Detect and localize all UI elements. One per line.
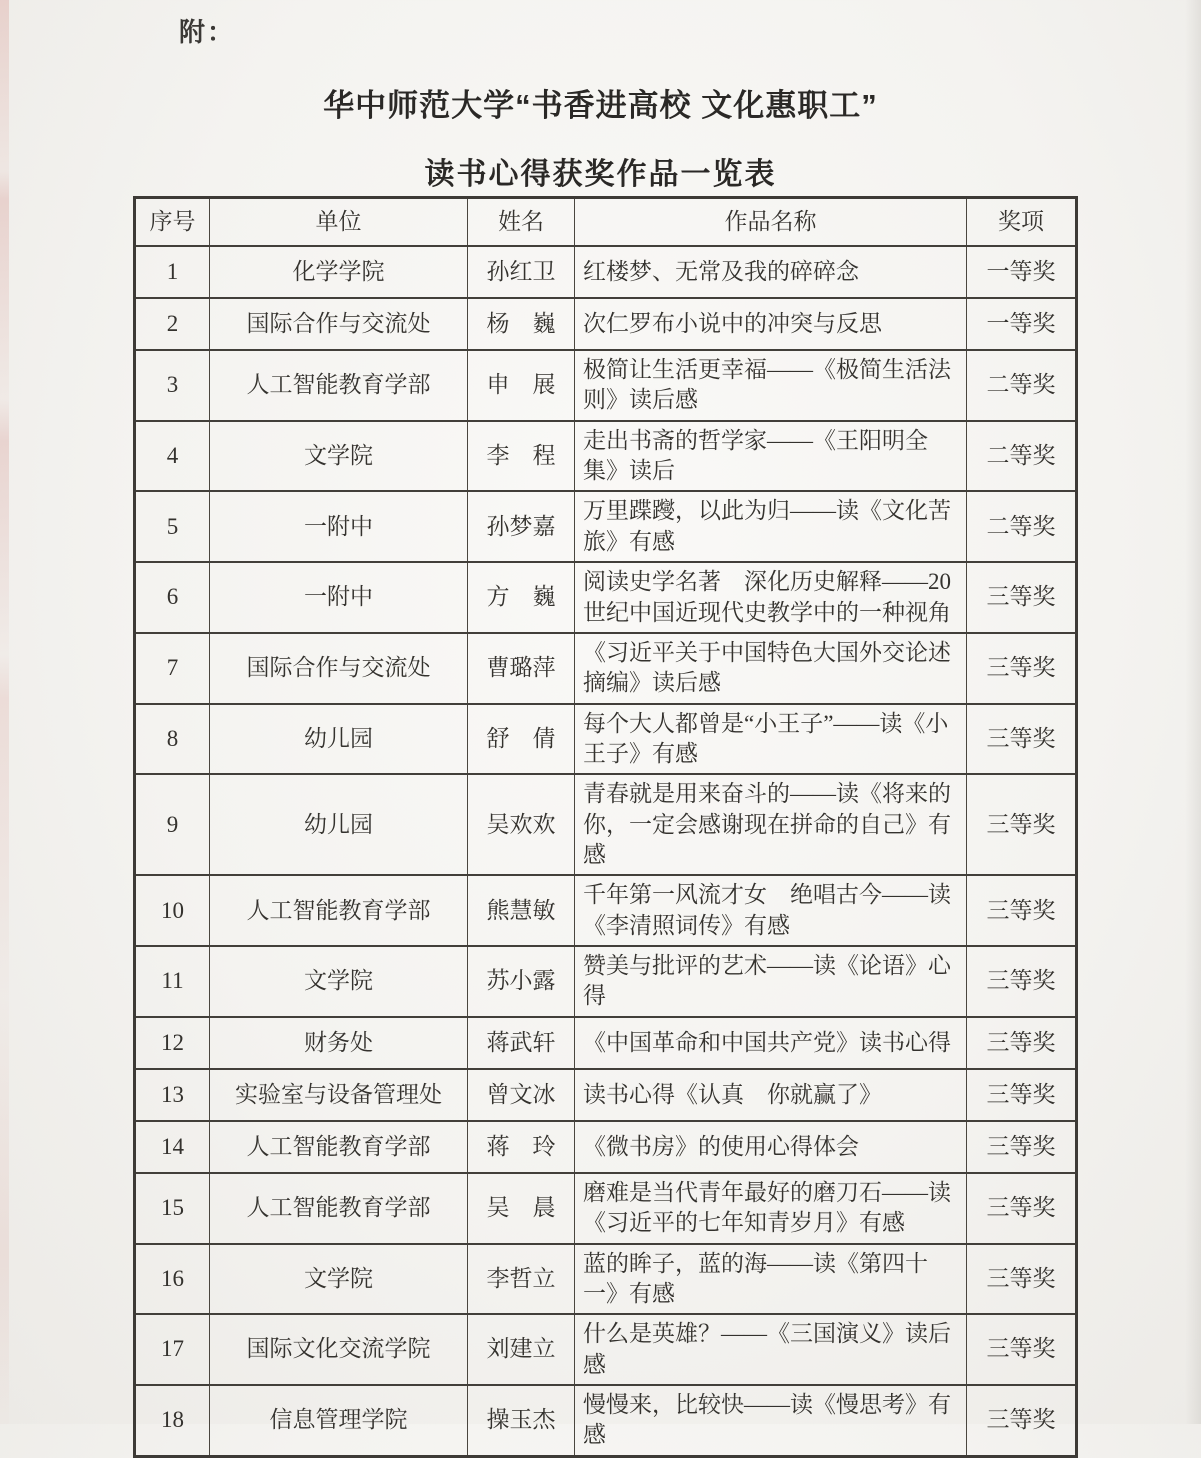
table-row xyxy=(135,491,1077,562)
table-row xyxy=(135,350,1077,421)
cell-unit: 人工智能教育学部 xyxy=(210,875,468,946)
header-award: 奖项 xyxy=(967,198,1077,247)
cell-unit: 国际合作与交流处 xyxy=(210,298,468,350)
cell-name: 熊慧敏 xyxy=(468,875,575,946)
cell-serial-number: 10 xyxy=(135,875,210,946)
cell-work-title: 每个大人都曾是“小王子”——读《小王子》有感 xyxy=(575,704,967,775)
cell-award: 二等奖 xyxy=(967,350,1077,421)
cell-serial-number: 11 xyxy=(135,946,210,1017)
cell-work-title: 什么是英雄？——《三国演义》读后感 xyxy=(575,1314,967,1385)
cell-work-title: 走出书斋的哲学家——《王阳明全集》读后 xyxy=(575,421,967,492)
cell-unit: 一附中 xyxy=(210,491,468,562)
table-row xyxy=(135,562,1077,633)
table-row xyxy=(135,633,1077,704)
cell-serial-number: 18 xyxy=(135,1385,210,1456)
cell-name: 蒋 玲 xyxy=(468,1121,575,1173)
cell-serial-number: 4 xyxy=(135,421,210,492)
cell-name: 刘建立 xyxy=(468,1314,575,1385)
table-row xyxy=(135,1121,1077,1173)
cell-unit: 财务处 xyxy=(210,1017,468,1069)
cell-name: 杨 巍 xyxy=(468,298,575,350)
cell-name: 苏小露 xyxy=(468,946,575,1017)
cell-work-title: 《习近平关于中国特色大国外交论述摘编》读后感 xyxy=(575,633,967,704)
document-title: 华中师范大学“书香进高校 文化惠职工” xyxy=(323,88,878,123)
cell-serial-number: 12 xyxy=(135,1017,210,1069)
cell-serial-number: 15 xyxy=(135,1173,210,1244)
cell-name: 孙梦嘉 xyxy=(468,491,575,562)
cell-award: 三等奖 xyxy=(967,1385,1077,1456)
cell-name: 舒 倩 xyxy=(468,704,575,775)
table-row xyxy=(135,1017,1077,1069)
awards-table xyxy=(133,196,1078,1458)
cell-name: 申 展 xyxy=(468,350,575,421)
cell-work-title: 千年第一风流才女 绝唱古今——读《李清照词传》有感 xyxy=(575,875,967,946)
table-header-row xyxy=(135,198,1077,247)
table-body xyxy=(135,246,1077,1456)
cell-unit: 国际文化交流学院 xyxy=(210,1314,468,1385)
cell-name: 方 巍 xyxy=(468,562,575,633)
cell-work-title: 《中国革命和中国共产党》读书心得 xyxy=(575,1017,967,1069)
cell-award: 三等奖 xyxy=(967,1244,1077,1315)
cell-unit: 幼儿园 xyxy=(210,774,468,875)
cell-work-title: 青春就是用来奋斗的——读《将来的你，一定会感谢现在拼命的自己》有感 xyxy=(575,774,967,875)
header-name: 姓名 xyxy=(468,198,575,247)
cell-work-title: 慢慢来，比较快——读《慢思考》有感 xyxy=(575,1385,967,1456)
header-unit: 单位 xyxy=(210,198,468,247)
cell-unit: 文学院 xyxy=(210,1244,468,1315)
cell-award: 二等奖 xyxy=(967,491,1077,562)
table-row xyxy=(135,704,1077,775)
cell-work-title: 万里蹀躞，以此为归——读《文化苦旅》有感 xyxy=(575,491,967,562)
table-row xyxy=(135,246,1077,298)
scan-edge-artifact-left xyxy=(0,0,9,1424)
cell-work-title: 读书心得《认真 你就赢了》 xyxy=(575,1069,967,1121)
cell-award: 一等奖 xyxy=(967,246,1077,298)
cell-unit: 国际合作与交流处 xyxy=(210,633,468,704)
cell-unit: 信息管理学院 xyxy=(210,1385,468,1456)
cell-serial-number: 7 xyxy=(135,633,210,704)
cell-serial-number: 1 xyxy=(135,246,210,298)
document-subtitle: 读书心得获奖作品一览表 xyxy=(424,158,777,191)
cell-unit: 文学院 xyxy=(210,946,468,1017)
cell-work-title: 红楼梦、无常及我的碎碎念 xyxy=(575,246,967,298)
table-row xyxy=(135,1173,1077,1244)
cell-award: 一等奖 xyxy=(967,298,1077,350)
cell-name: 曹璐萍 xyxy=(468,633,575,704)
cell-serial-number: 6 xyxy=(135,562,210,633)
cell-work-title: 赞美与批评的艺术——读《论语》心得 xyxy=(575,946,967,1017)
cell-unit: 幼儿园 xyxy=(210,704,468,775)
cell-work-title: 磨难是当代青年最好的磨刀石——读《习近平的七年知青岁月》有感 xyxy=(575,1173,967,1244)
cell-serial-number: 3 xyxy=(135,350,210,421)
cell-serial-number: 5 xyxy=(135,491,210,562)
cell-serial-number: 2 xyxy=(135,298,210,350)
cell-award: 三等奖 xyxy=(967,1069,1077,1121)
table-row xyxy=(135,1244,1077,1315)
cell-award: 三等奖 xyxy=(967,946,1077,1017)
cell-work-title: 极简让生活更幸福——《极简生活法则》读后感 xyxy=(575,350,967,421)
cell-work-title: 《微书房》的使用心得体会 xyxy=(575,1121,967,1173)
cell-name: 李 程 xyxy=(468,421,575,492)
cell-name: 孙红卫 xyxy=(468,246,575,298)
cell-award: 三等奖 xyxy=(967,1121,1077,1173)
cell-serial-number: 16 xyxy=(135,1244,210,1315)
cell-unit: 一附中 xyxy=(210,562,468,633)
cell-award: 三等奖 xyxy=(967,1017,1077,1069)
cell-name: 蒋武轩 xyxy=(468,1017,575,1069)
cell-name: 吴欢欢 xyxy=(468,774,575,875)
cell-unit: 实验室与设备管理处 xyxy=(210,1069,468,1121)
cell-award: 三等奖 xyxy=(967,1314,1077,1385)
cell-unit: 人工智能教育学部 xyxy=(210,350,468,421)
table-row xyxy=(135,298,1077,350)
cell-unit: 文学院 xyxy=(210,421,468,492)
cell-award: 二等奖 xyxy=(967,421,1077,492)
table-row xyxy=(135,1314,1077,1385)
cell-work-title: 阅读史学名著 深化历史解释——20 世纪中国近现代史教学中的一种视角 xyxy=(575,562,967,633)
cell-serial-number: 9 xyxy=(135,774,210,875)
cell-award: 三等奖 xyxy=(967,774,1077,875)
cell-serial-number: 13 xyxy=(135,1069,210,1121)
cell-name: 李哲立 xyxy=(468,1244,575,1315)
cell-unit: 人工智能教育学部 xyxy=(210,1121,468,1173)
cell-work-title: 次仁罗布小说中的冲突与反思 xyxy=(575,298,967,350)
cell-award: 三等奖 xyxy=(967,704,1077,775)
cell-serial-number: 17 xyxy=(135,1314,210,1385)
cell-unit: 化学学院 xyxy=(210,246,468,298)
attachment-label: 附： xyxy=(179,17,236,47)
table-row xyxy=(135,946,1077,1017)
table-row xyxy=(135,774,1077,875)
table-row xyxy=(135,875,1077,946)
cell-award: 三等奖 xyxy=(967,633,1077,704)
cell-name: 吴 晨 xyxy=(468,1173,575,1244)
cell-work-title: 蓝的眸子，蓝的海——读《第四十一》有感 xyxy=(575,1244,967,1315)
cell-award: 三等奖 xyxy=(967,1173,1077,1244)
scan-edge-artifact-right xyxy=(1185,0,1201,1424)
cell-name: 曾文冰 xyxy=(468,1069,575,1121)
header-serial-number: 序号 xyxy=(135,198,210,247)
cell-award: 三等奖 xyxy=(967,875,1077,946)
cell-serial-number: 8 xyxy=(135,704,210,775)
table-row xyxy=(135,1069,1077,1121)
cell-unit: 人工智能教育学部 xyxy=(210,1173,468,1244)
table-row xyxy=(135,1385,1077,1456)
cell-award: 三等奖 xyxy=(967,562,1077,633)
cell-name: 操玉杰 xyxy=(468,1385,575,1456)
cell-serial-number: 14 xyxy=(135,1121,210,1173)
header-work-title: 作品名称 xyxy=(575,198,967,247)
table-row xyxy=(135,421,1077,492)
